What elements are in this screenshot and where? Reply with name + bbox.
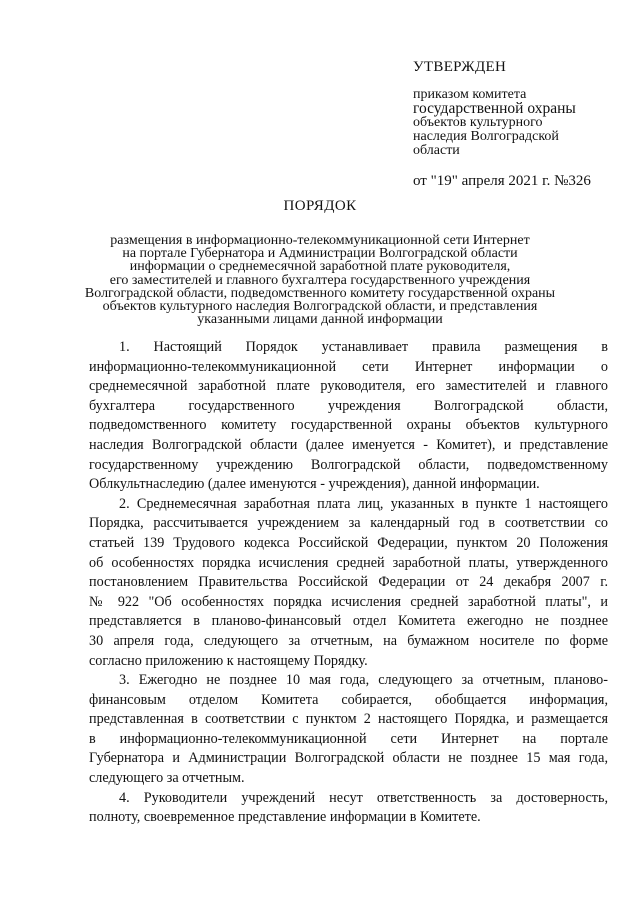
paragraph-line: бухгалтера государственного учреждения Волгоградской области,: [89, 397, 608, 414]
subtitle-line: размещения в информационно-телекоммуникационной сети Интернет: [110, 233, 530, 248]
approval-line: области: [413, 143, 460, 158]
paragraph-line: среднемесячной заработной плате руководителя, его заместителей и главного: [89, 378, 608, 395]
subtitle-line: указанными лицами данной информации: [197, 312, 443, 328]
approval-heading: УТВЕРЖДЕН: [413, 59, 507, 75]
paragraph-3: [89, 671, 608, 789]
paragraph-line: 2. Среднемесячная заработная плата лиц, указанных в пункте 1 настоящего: [119, 495, 608, 512]
paragraph-line: согласно приложению к настоящему Порядку.: [89, 652, 368, 669]
document-subtitle: [80, 234, 560, 326]
paragraph-line: Губернатора и Администрации Волгоградской области не позднее 15 мая года,: [89, 750, 608, 767]
paragraph-line: финансовым отделом Комитета собирается, обобщается информация,: [89, 691, 608, 708]
paragraph-line: 4. Руководители учреждений несут ответственность за достоверность,: [119, 789, 608, 806]
paragraph-line: постановлением Правительства Российской Федерации от 24 декабря 2007 г.: [89, 574, 608, 591]
paragraph-line: полноту, своевременное представление информации в Комитете.: [89, 809, 481, 826]
approval-date: от "19" апреля 2021 г. №326: [413, 173, 591, 189]
paragraph-line: об особенностях порядка исчисления средней заработной платы, утвержденного: [89, 554, 608, 571]
paragraph-line: наследия Волгоградской области (далее именуется - Комитет), и представление: [89, 436, 608, 453]
approval-line: объектов культурного: [413, 115, 543, 130]
paragraph-line: № 922 "Об особенностях порядка исчисления средней заработной платы", и: [89, 593, 608, 610]
paragraph-line: следующего за отчетным.: [89, 770, 245, 787]
paragraph-line: представленная в соответствии с пунктом 2 настоящего Порядка, и размещается: [89, 711, 608, 728]
subtitle-line: на портале Губернатора и Администрации Волгоградской области: [122, 246, 518, 262]
paragraph-line: 30 апреля года, следующего за отчетным, на бумажном носителе по форме: [89, 632, 608, 649]
subtitle-line: информации о среднемесячной заработной плате руководителя,: [129, 259, 511, 275]
approval-line: государственной охраны: [413, 100, 576, 117]
paragraph-line: государственному учреждению Волгоградской области, подведомственному: [89, 456, 608, 473]
paragraph-line: в информационно-телекоммуникационной сети Интернет на портале: [89, 730, 608, 747]
paragraph-line: Порядка, рассчитывается учреждением за календарный год в соответствии со: [89, 515, 608, 532]
paragraph-4: [89, 789, 608, 828]
document-body: [89, 338, 608, 828]
paragraph-line: подведомственного комитету государственной охраны объектов культурного: [89, 417, 608, 434]
paragraph-1: [89, 338, 608, 495]
document-title: ПОРЯДОК: [283, 198, 357, 214]
paragraph-line: 1. Настоящий Порядок устанавливает правила размещения в: [119, 339, 608, 355]
approval-line: приказом комитета: [413, 87, 527, 102]
paragraph-2: [89, 495, 608, 671]
subtitle-line: объектов культурного наследия Волгоградской области, и представления: [102, 299, 538, 315]
paragraph-line: 3. Ежегодно не позднее 10 мая года, следующего за отчетным, планово-: [119, 672, 608, 689]
approval-stamp: [413, 60, 613, 188]
approval-line: наследия Волгоградской: [413, 129, 559, 144]
subtitle-line: Волгоградской области, подведомственного комитету государственной охраны: [84, 285, 556, 301]
paragraph-line: представляется в планово-финансовый отдел Комитета ежегодно не позднее: [89, 613, 608, 630]
paragraph-line: информационно-телекоммуникационной сети Интернет информации о: [89, 358, 608, 375]
subtitle-line: его заместителей и главного бухгалтера государственного учреждения: [109, 272, 531, 288]
paragraph-line: Облкультнаследию (далее именуются - учреждения), данной информации.: [89, 476, 540, 493]
paragraph-line: статьей 139 Трудового кодекса Российской Федерации, пунктом 20 Положения: [89, 534, 608, 551]
